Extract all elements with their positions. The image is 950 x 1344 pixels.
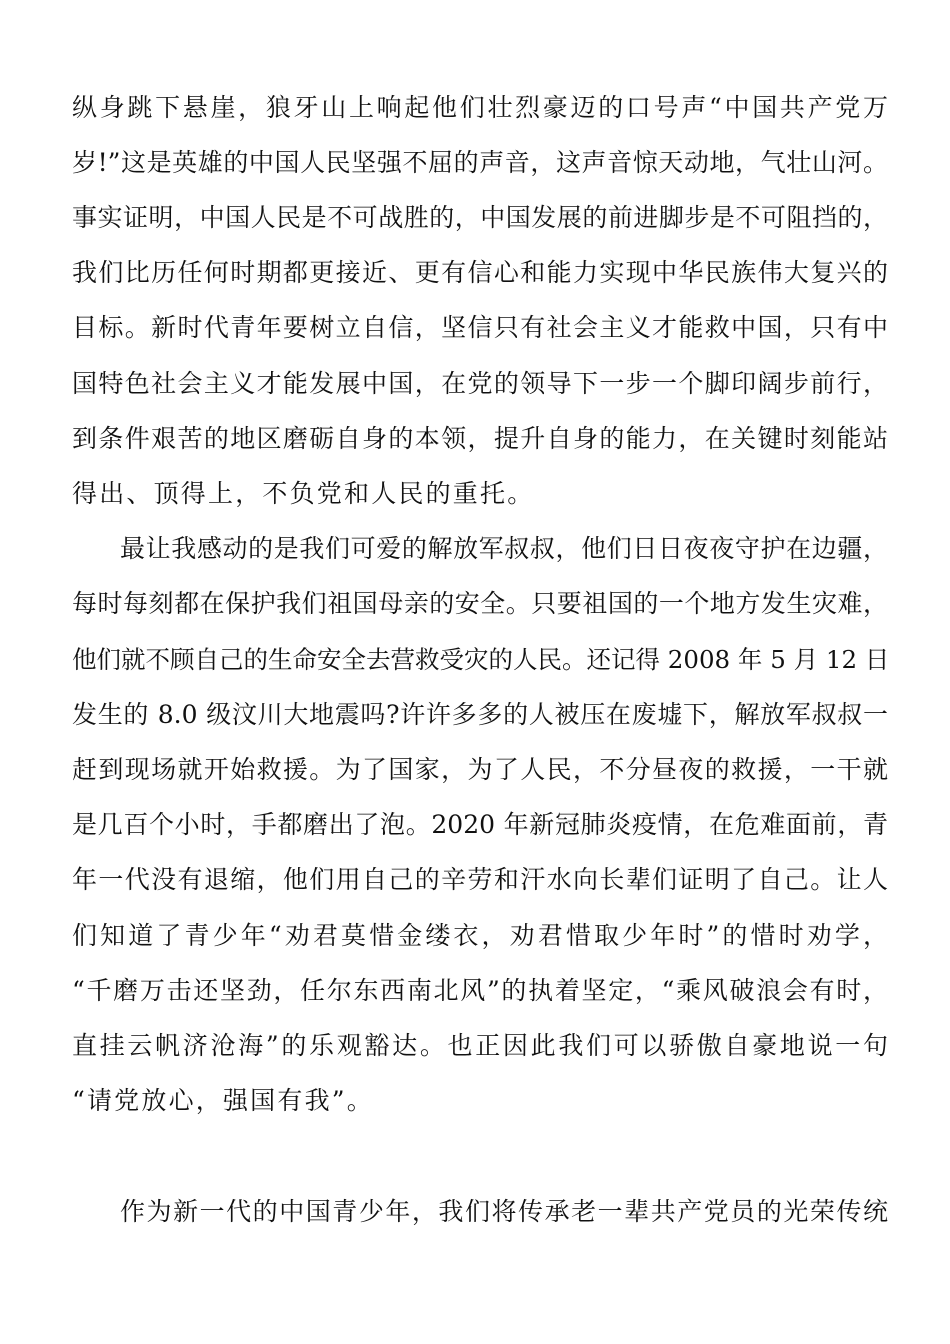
text-line: 是几百个小时，手都磨出了泡。2020 年新冠肺炎疫情，在危难面前，青 <box>72 810 888 839</box>
text-line: 得出、顶得上，不负党和人民的重托。 <box>72 479 535 508</box>
text-line: 直挂云帆济沧海”的乐观豁达。也正因此我们可以骄傲自豪地说一句 <box>72 1031 888 1060</box>
text-line: 每时每刻都在保护我们祖国母亲的安全。只要祖国的一个地方发生灾难， <box>72 589 888 618</box>
text-line: 我们比历任何时期都更接近、更有信心和能力实现中华民族伟大复兴的 <box>72 258 888 287</box>
text-line: 年一代没有退缩，他们用自己的辛劳和汗水向长辈们证明了自己。让人 <box>72 865 888 894</box>
text-line: 他们就不顾自己的生命安全去营救受灾的人民。还记得 2008 年 5 月 12 日 <box>72 645 890 674</box>
text-line: 发生的 8.0 级汶川大地震吗?许许多多的人被压在废墟下，解放军叔叔一 <box>72 700 888 729</box>
paragraph-first-line: 作为新一代的中国青少年，我们将传承老一辈共产党员的光荣传统 <box>120 1197 888 1226</box>
text-line: 事实证明，中国人民是不可战胜的，中国发展的前进脚步是不可阻挡的， <box>72 203 888 232</box>
text-line: 们知道了青少年“劝君莫惜金缕衣，劝君惜取少年时”的惜时劝学， <box>72 921 888 950</box>
text-line: 岁!”这是英雄的中国人民坚强不屈的声音，这声音惊天动地，气壮山河。 <box>72 148 888 177</box>
text-line: “请党放心，强国有我”。 <box>72 1086 374 1115</box>
text-line: 国特色社会主义才能发展中国，在党的领导下一步一个脚印阔步前行， <box>72 369 888 398</box>
text-line: “千磨万击还坚劲，任尔东西南北风”的执着坚定，“乘风破浪会有时， <box>72 976 888 1005</box>
text-line: 目标。新时代青年要树立自信，坚信只有社会主义才能救中国，只有中 <box>72 313 888 342</box>
text-line: 赶到现场就开始救援。为了国家，为了人民，不分昼夜的救援，一干就 <box>72 755 888 784</box>
paragraph-first-line: 最让我感动的是我们可爱的解放军叔叔，他们日日夜夜守护在边疆， <box>120 534 888 563</box>
text-line: 到条件艰苦的地区磨砺自身的本领，提升自身的能力，在关键时刻能站 <box>72 424 888 453</box>
text-line: 纵身跳下悬崖，狼牙山上响起他们壮烈豪迈的口号声“中国共产党万 <box>72 93 888 122</box>
